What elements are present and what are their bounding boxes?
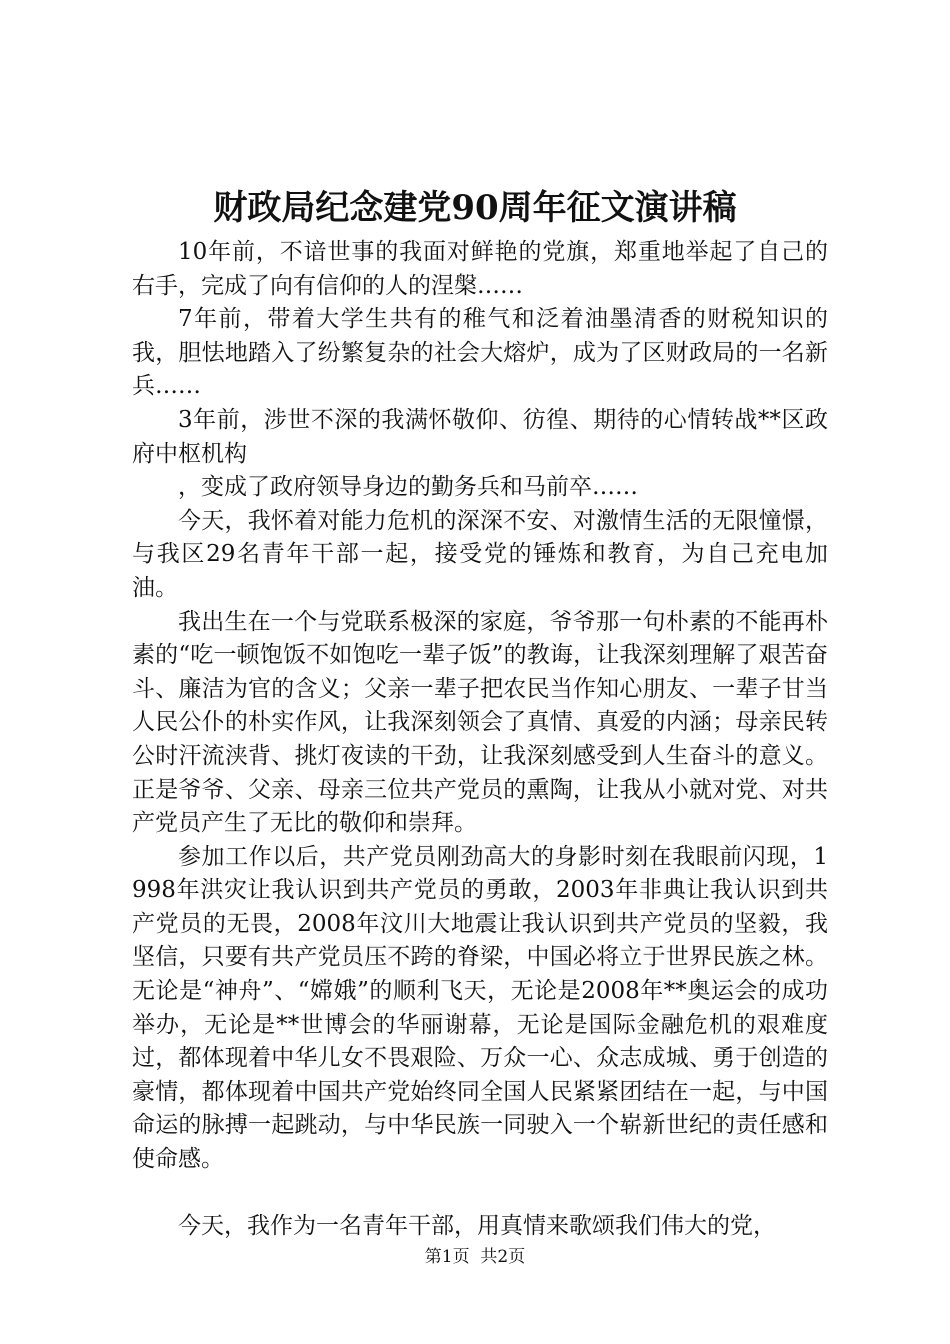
paragraph-6: 我出生在一个与党联系极深的家庭，爷爷那一句朴素的不能再朴素的“吃一顿饱饭不如饱吃一辈子饭”的教诲，让我深刻理解了艰苦奋斗、廉洁为官的含义；父亲一辈子把农民当作知心朋友、一辈子甘当人民公仆的朴实作风，让我深刻领会了真情、真爱的内涵；母亲民转公时汗流浃背、挑灯夜读的干劲，让我深刻感受到人生奋斗的意义。正是爷爷、父亲、母亲三位共产党员的熏陶，让我从小就对党、对共产党员产生了无比的敬仰和崇拜。 <box>132 608 828 837</box>
paragraph-3: 3年前，涉世不深的我满怀敬仰、彷徨、期待的心情转战**区政府中枢机构 <box>132 406 828 467</box>
paragraph-7: 参加工作以后，共产党员刚劲高大的身影时刻在我眼前闪现，1998年洪灾让我认识到共产党员的勇敢，2003年非典让我认识到共产党员的无畏，2008年汶川大地震让我认识到共产党员的坚毅，我坚信，只要有共产党员压不跨的脊梁，中国必将立于世界民族之林。无论是“神舟”、“嫦娥”的顺利飞天，无论是2008年**奥运会的成功举办，无论是**世博会的华丽谢幕，无论是国际金融危机的艰难度过，都体现着中华儿女不畏艰险、万众一心、众志成城、勇于创造的豪情，都体现着中国共产党始终同全国人民紧紧团结在一起，与中国命运的脉搏一起跳动，与中华民族一同驶入一个崭新世纪的责任感和使命感。 <box>132 843 828 1173</box>
paragraph-8: 今天，我作为一名青年干部，用真情来歌颂我们伟大的党， <box>178 1213 776 1240</box>
paragraph-5: 今天，我怀着对能力危机的深深不安、对激情生活的无限憧憬，与我区29名青年干部一起，接受党的锤炼和教育，为自己充电加油。 <box>132 507 828 601</box>
page-number-footer: 第1页 共2页 <box>424 1247 526 1267</box>
document-title: 财政局纪念建党90周年征文演讲稿 <box>213 188 737 228</box>
paragraph-1: 10年前，不谙世事的我面对鲜艳的党旗，郑重地举起了自己的右手，完成了向有信仰的人的涅槃…… <box>132 239 828 299</box>
paragraph-2: 7年前，带着大学生共有的稚气和泛着油墨清香的财税知识的我，胆怯地踏入了纷繁复杂的社会大熔炉，成为了区财政局的一名新兵…… <box>132 306 828 400</box>
document-body <box>132 236 828 1244</box>
paragraph-4: ，变成了政府领导身边的勤务兵和马前卒…… <box>178 474 638 501</box>
